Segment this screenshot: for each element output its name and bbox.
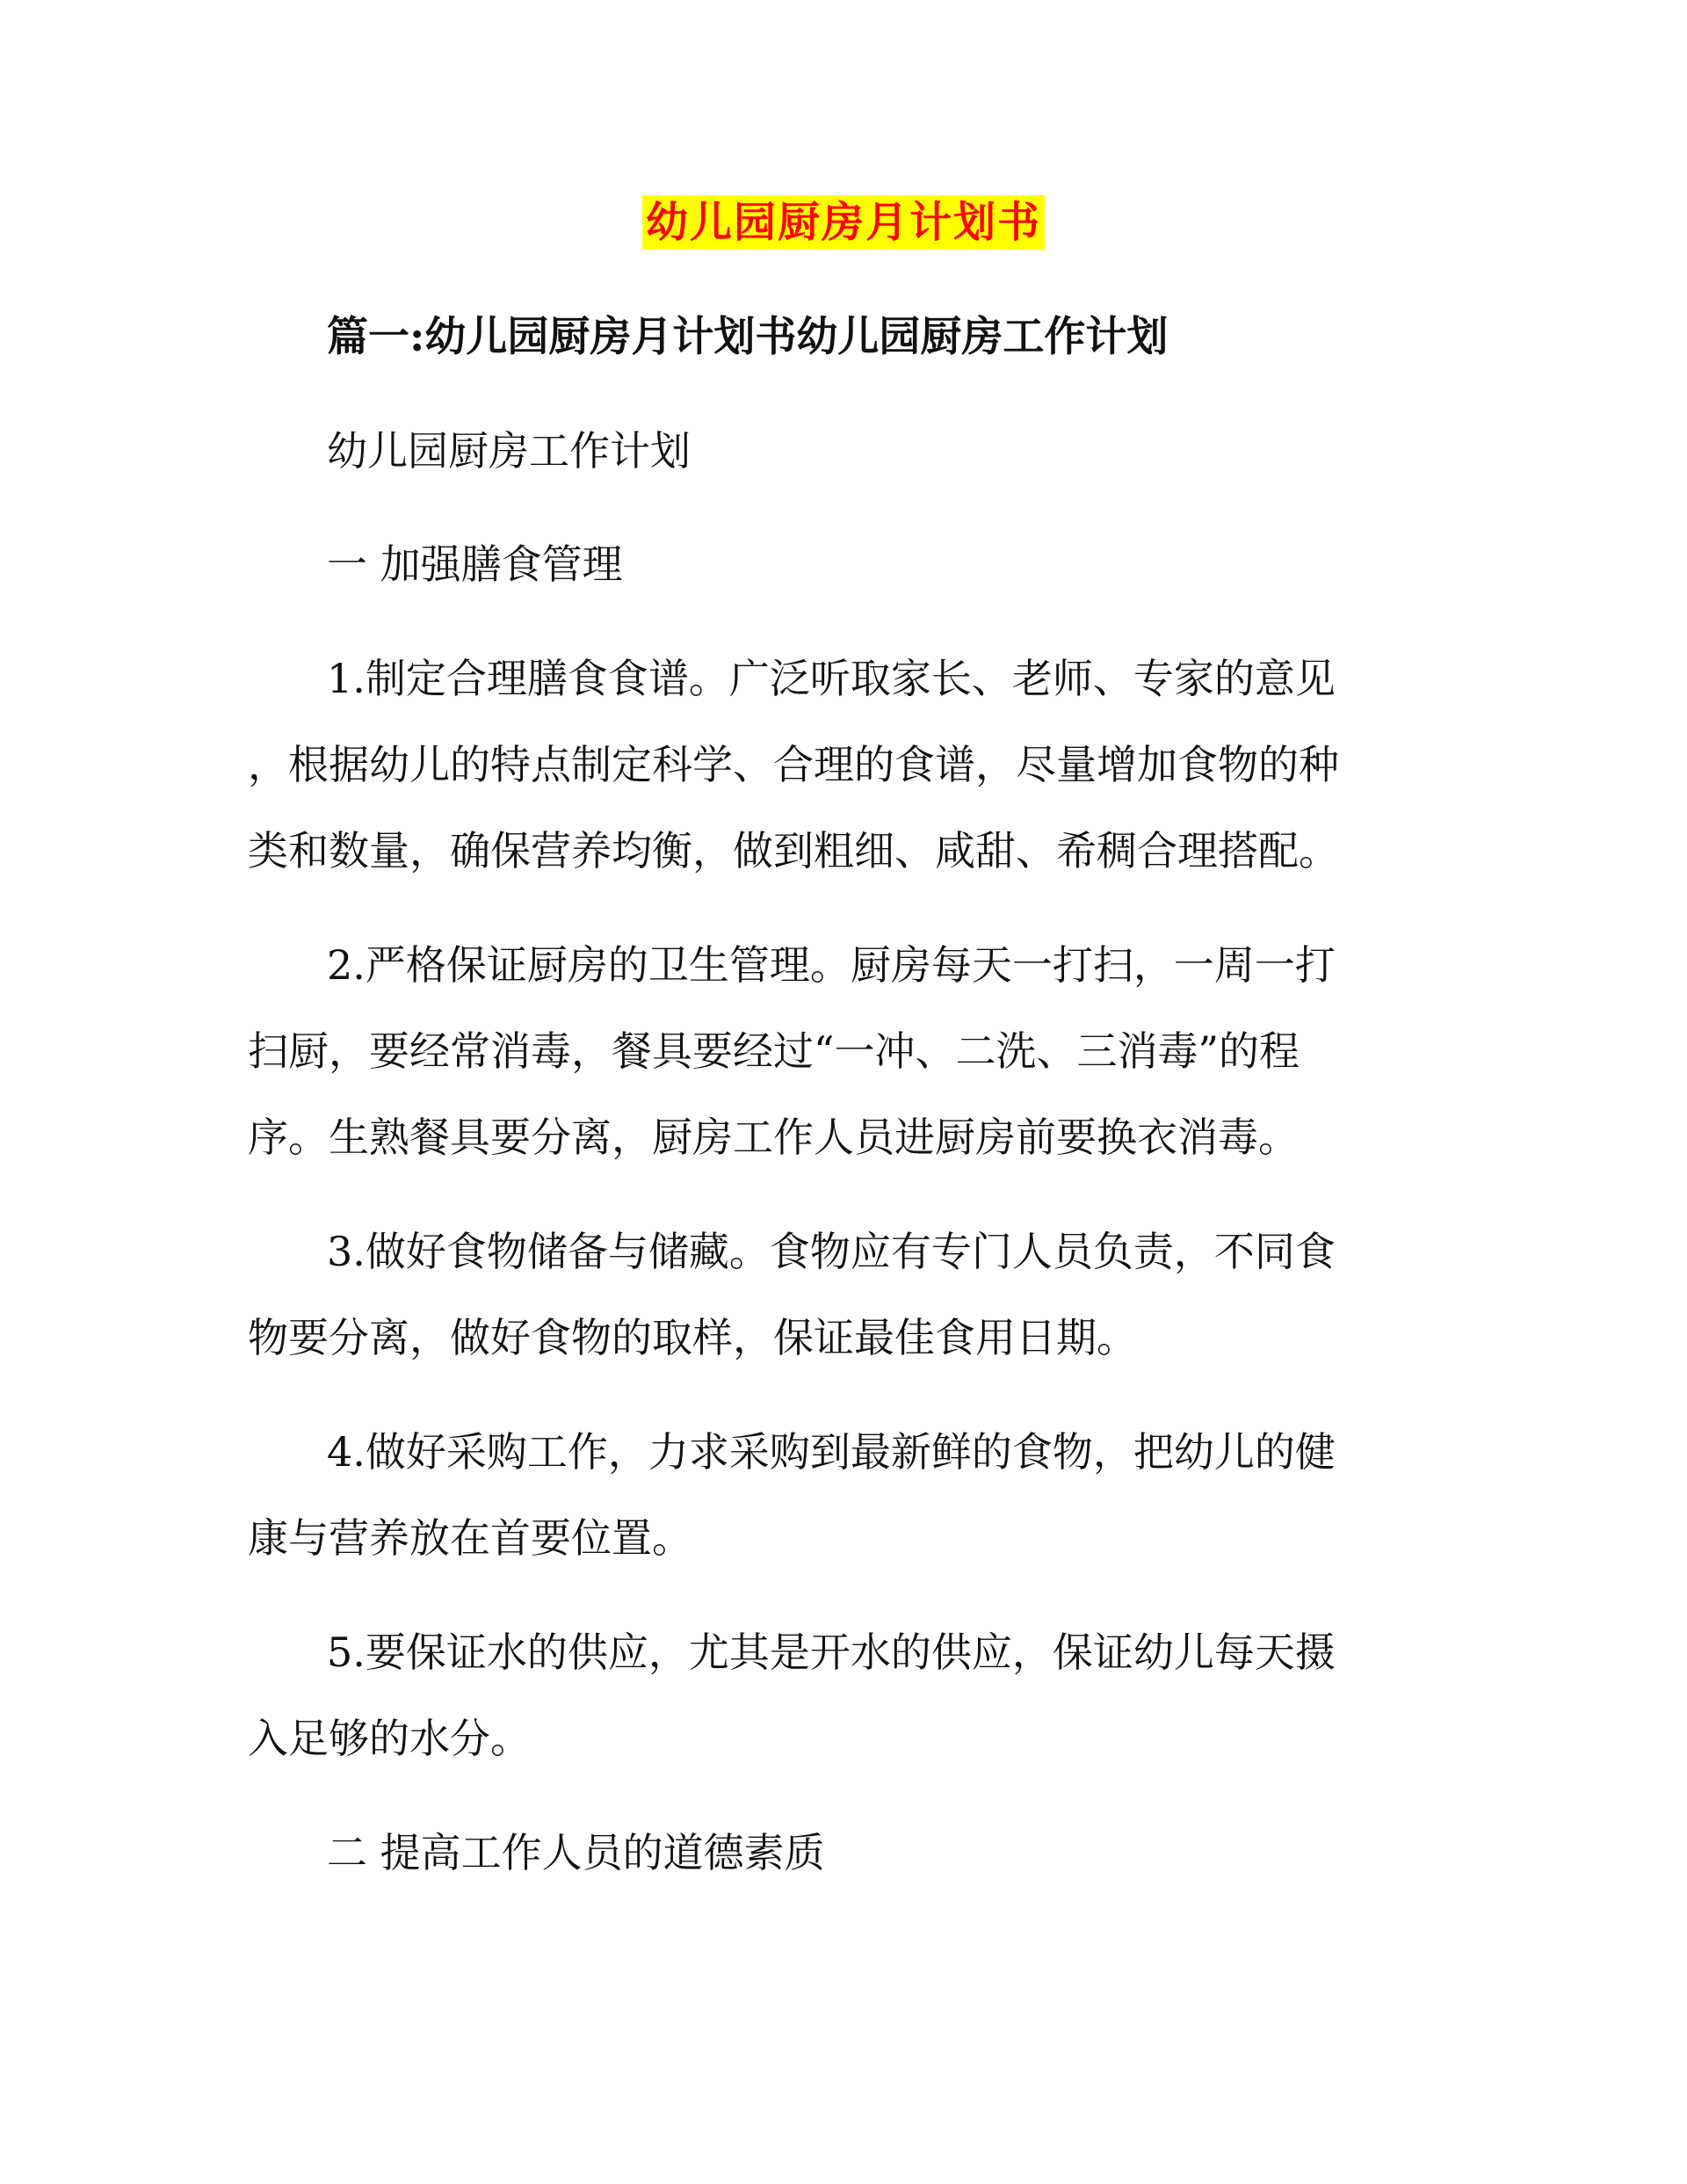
title-container <box>0 195 1687 250</box>
section-2-title: 二 提高工作人员的道德素质 <box>327 1829 825 1876</box>
document-subtitle: 篇一:幼儿园厨房月计划书幼儿园厨房工作计划 <box>327 313 1169 361</box>
document-title: 幼儿园厨房月计划书 <box>642 195 1045 250</box>
paragraph-5-line-1: 5.要保证水的供应，尤其是开水的供应，保证幼儿每天摄 <box>327 1629 1336 1676</box>
paragraph-3-line-1: 3.做好食物储备与储藏。食物应有专门人员负责，不同食 <box>327 1228 1336 1275</box>
section-heading: 幼儿园厨房工作计划 <box>327 427 691 475</box>
paragraph-1-line-3: 类和数量，确保营养均衡，做到粗细、咸甜、希稠合理搭配。 <box>248 827 1339 874</box>
paragraph-3-line-2: 物要分离，做好食物的取样，保证最佳食用日期。 <box>248 1314 1137 1361</box>
paragraph-1-line-1: 1.制定合理膳食食谱。广泛听取家长、老师、专家的意见 <box>327 655 1336 702</box>
paragraph-2-line-1: 2.严格保证厨房的卫生管理。厨房每天一打扫，一周一打 <box>327 941 1336 989</box>
paragraph-5-line-2: 入足够的水分。 <box>248 1715 531 1762</box>
section-1-title: 一 加强膳食管理 <box>327 541 623 588</box>
paragraph-4-line-1: 4.做好采购工作，力求采购到最新鲜的食物，把幼儿的健 <box>327 1428 1336 1476</box>
paragraph-1-line-2: ，根据幼儿的特点制定科学、合理的食谱，尽量增加食物的种 <box>248 741 1339 788</box>
paragraph-2-line-2: 扫厨，要经常消毒，餐具要经过“一冲、二洗、三消毒”的程 <box>248 1027 1300 1075</box>
paragraph-4-line-2: 康与营养放在首要位置。 <box>248 1514 692 1562</box>
paragraph-2-line-3: 序。生熟餐具要分离，厨房工作人员进厨房前要换衣消毒。 <box>248 1114 1299 1161</box>
